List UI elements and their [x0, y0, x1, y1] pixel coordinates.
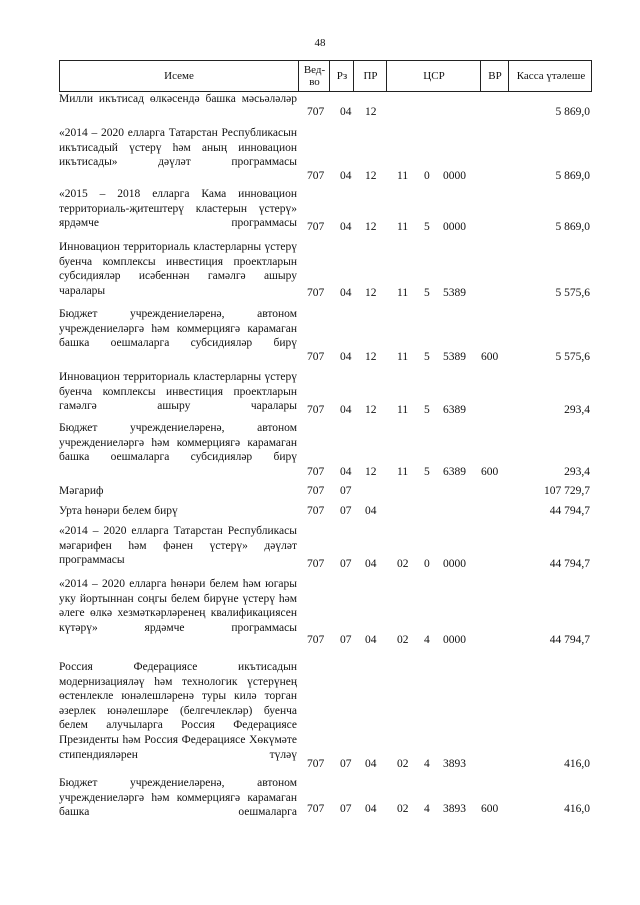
cell-code: 707: [307, 466, 325, 478]
cell-c2: 5: [424, 351, 430, 363]
row-description: Россия Федерациясе икътисадын модернизацияләү һәм технологик үстерүнең өстенлекле юнәлешләренә туры килә торган әзерлек юнәлешләре (белгечлекләр) буенча белем алучыларга Россия Федерациясе Президенты һәм Россия Федерациясе Хөкүмәте стипендияләрен түләү: [59, 661, 297, 761]
cell-vr: 600: [481, 803, 499, 815]
row-description: «2014 – 2020 елларга һөнәри белем һәм югары уку йортыннан соңгы белем бирүне үстерү һәм әлеге өлкә хезмәткәрләренең квалификациясен күтәрү» ярдәмче программасы: [59, 578, 297, 634]
cell-code: 707: [307, 106, 325, 118]
cell-code: 707: [307, 170, 325, 182]
cell-rz: 04: [340, 106, 352, 118]
cell-sum: 416,0: [564, 803, 590, 815]
header-vedo: Вед-во: [298, 61, 330, 91]
header-pr: ПР: [353, 61, 387, 91]
cell-c1: 02: [397, 758, 409, 770]
cell-pr: 12: [365, 106, 377, 118]
cell-c3: 0000: [443, 558, 466, 570]
row-description: Бюджет учреждениеләренә, автоном учреждениеләргә һәм коммерциягә карамаган башка оешмаларга субсидияләр бирү: [59, 308, 297, 350]
cell-c3: 6389: [443, 404, 466, 416]
cell-c1: 11: [397, 466, 409, 478]
cell-code: 707: [307, 287, 325, 299]
header-kassa: Касса үтәлеше: [508, 61, 593, 91]
cell-c1: 11: [397, 351, 409, 363]
cell-code: 707: [307, 634, 325, 646]
cell-c1: 02: [397, 558, 409, 570]
cell-sum: 5 575,6: [555, 351, 590, 363]
cell-c2: 4: [424, 634, 430, 646]
budget-table: [59, 60, 592, 819]
cell-code: 707: [307, 758, 325, 770]
cell-c2: 5: [424, 287, 430, 299]
row-description: Мәгариф: [59, 485, 104, 497]
cell-code: 707: [307, 505, 325, 517]
cell-rz: 04: [340, 287, 352, 299]
row-description: Инновацион территориаль кластерларны үстерү буенча комплексы инвестиция проектларын гамәлгә ашыру чаралары: [59, 371, 297, 413]
cell-pr: 04: [365, 803, 377, 815]
cell-c2: 5: [424, 466, 430, 478]
cell-rz: 04: [340, 170, 352, 182]
cell-c3: 3893: [443, 803, 466, 815]
cell-rz: 07: [340, 634, 352, 646]
table-header: [59, 60, 592, 92]
cell-pr: 12: [365, 170, 377, 182]
header-rz: Рз: [329, 61, 354, 91]
cell-vr: 600: [481, 351, 499, 363]
cell-code: 707: [307, 485, 325, 497]
cell-sum: 5 575,6: [555, 287, 590, 299]
cell-c3: 0000: [443, 634, 466, 646]
cell-code: 707: [307, 404, 325, 416]
cell-c3: 0000: [443, 221, 466, 233]
cell-rz: 07: [340, 803, 352, 815]
header-name: Исеме: [164, 70, 194, 82]
cell-c3: 5389: [443, 351, 466, 363]
cell-sum: 5 869,0: [555, 221, 590, 233]
row-description: Урта һөнәри белем бирү: [59, 505, 178, 517]
cell-rz: 07: [340, 758, 352, 770]
cell-rz: 04: [340, 221, 352, 233]
cell-c3: 0000: [443, 170, 466, 182]
cell-sum: 416,0: [564, 758, 590, 770]
cell-c3: 3893: [443, 758, 466, 770]
cell-rz: 04: [340, 351, 352, 363]
cell-sum: 5 869,0: [555, 170, 590, 182]
cell-sum: 44 794,7: [549, 505, 590, 517]
cell-rz: 04: [340, 466, 352, 478]
cell-pr: 12: [365, 351, 377, 363]
cell-c2: 5: [424, 404, 430, 416]
cell-sum: 44 794,7: [549, 558, 590, 570]
row-description: «2014 – 2020 елларга Татарстан Республикасын икътисадый үстерү һәм аның инновацион икътисады» дәүләт программасы: [59, 127, 297, 169]
cell-sum: 44 794,7: [549, 634, 590, 646]
cell-c2: 4: [424, 803, 430, 815]
header-csr: ЦСР: [386, 61, 481, 91]
cell-c1: 02: [397, 634, 409, 646]
cell-c1: 11: [397, 170, 409, 182]
cell-pr: 04: [365, 558, 377, 570]
cell-c3: 6389: [443, 466, 466, 478]
cell-c2: 0: [424, 170, 430, 182]
cell-pr: 04: [365, 505, 377, 517]
cell-pr: 12: [365, 404, 377, 416]
row-description: Бюджет учреждениеләренә, автоном учреждениеләргә һәм коммерциягә карамаган башка оешмаларга: [59, 777, 297, 819]
cell-c1: 11: [397, 221, 409, 233]
cell-sum: 293,4: [564, 404, 590, 416]
cell-code: 707: [307, 558, 325, 570]
cell-c1: 02: [397, 803, 409, 815]
row-description: Бюджет учреждениеләренә, автоном учреждениеләргә һәм коммерциягә карамаган башка оешмаларга субсидияләр бирү: [59, 422, 297, 464]
cell-c3: 5389: [443, 287, 466, 299]
cell-rz: 07: [340, 505, 352, 517]
row-description: Милли икътисад өлкәсендә башка мәсьәләләр: [59, 93, 297, 105]
cell-rz: 07: [340, 485, 352, 497]
cell-rz: 04: [340, 404, 352, 416]
cell-pr: 12: [365, 221, 377, 233]
cell-c2: 0: [424, 558, 430, 570]
cell-sum: 5 869,0: [555, 106, 590, 118]
page-number: 48: [314, 37, 326, 49]
cell-c1: 11: [397, 287, 409, 299]
cell-code: 707: [307, 803, 325, 815]
cell-sum: 293,4: [564, 466, 590, 478]
cell-pr: 12: [365, 466, 377, 478]
cell-c1: 11: [397, 404, 409, 416]
cell-pr: 04: [365, 758, 377, 770]
row-description: «2015 – 2018 елларга Кама инновацион территориаль-җитештерү кластерын үстерү» ярдәмче программасы: [59, 188, 297, 230]
cell-code: 707: [307, 351, 325, 363]
row-description: «2014 – 2020 елларга Татарстан Республикасы мәгарифен һәм фәнен үстерү» дәүләт программасы: [59, 525, 297, 567]
cell-c2: 5: [424, 221, 430, 233]
row-description: Инновацион территориаль кластерларны үстерү буенча комплексы инвестиция проектларын субсидияләр исәбеннән гамәлгә ашыру чаралары: [59, 241, 297, 297]
cell-sum: 107 729,7: [544, 485, 590, 497]
cell-code: 707: [307, 221, 325, 233]
cell-pr: 12: [365, 287, 377, 299]
cell-rz: 07: [340, 558, 352, 570]
cell-vr: 600: [481, 466, 499, 478]
cell-c2: 4: [424, 758, 430, 770]
cell-pr: 04: [365, 634, 377, 646]
header-vr: ВР: [480, 61, 509, 91]
